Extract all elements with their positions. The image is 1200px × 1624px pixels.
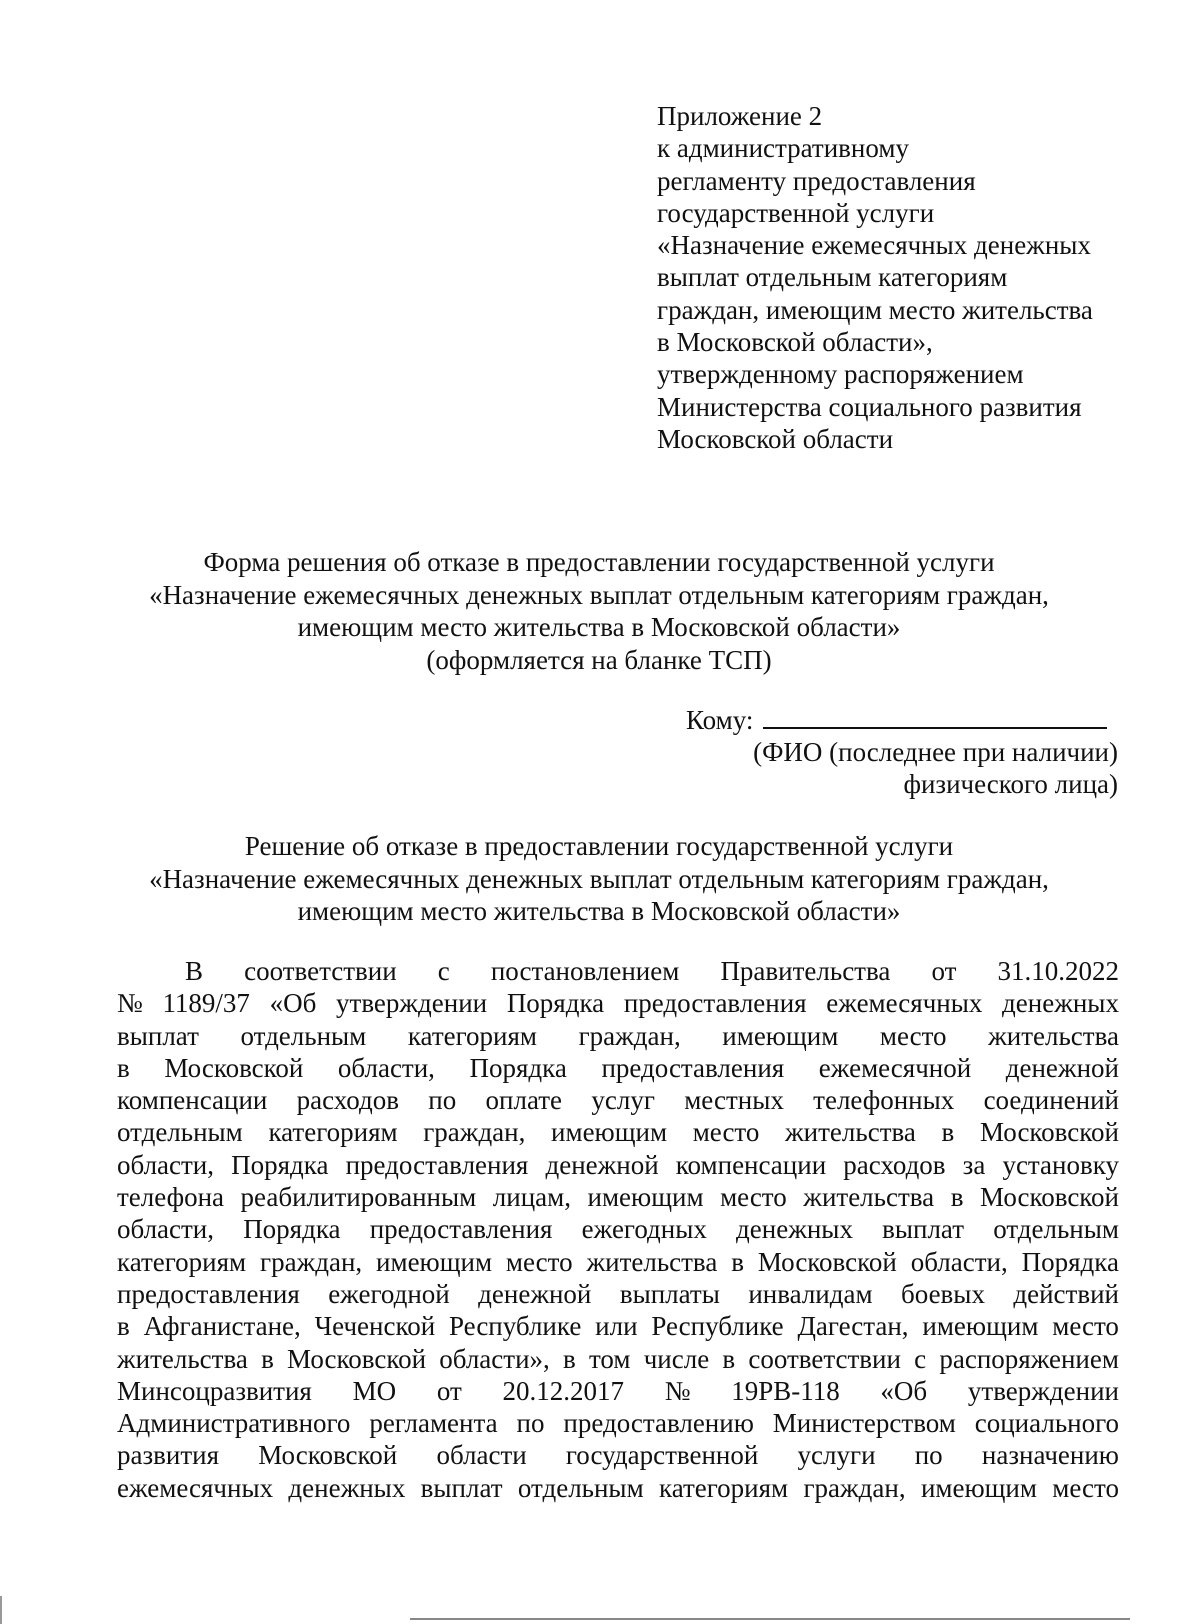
recipient-blank-line bbox=[763, 705, 1107, 729]
form-title-line: имеющим место жительства в Московской области» bbox=[297, 612, 901, 642]
body-word: том bbox=[588, 1343, 631, 1374]
body-word: реабилитированным bbox=[240, 1182, 477, 1213]
body-word: ежемесячных bbox=[826, 988, 983, 1019]
body-word: Московской bbox=[164, 1052, 304, 1083]
body-word: 31.10.2022 bbox=[997, 956, 1119, 986]
body-word: оплате bbox=[485, 1085, 563, 1116]
body-word: Московской bbox=[979, 1117, 1119, 1148]
body-word: назначению bbox=[981, 1440, 1119, 1471]
body-word: денежной bbox=[478, 1278, 592, 1309]
body-word: № bbox=[117, 988, 143, 1019]
body-line bbox=[117, 955, 1119, 987]
body-word: МО bbox=[352, 1375, 397, 1406]
body-word: место bbox=[720, 1182, 787, 1213]
body-word: Московской bbox=[979, 1182, 1119, 1213]
body-word: Порядка bbox=[1021, 1246, 1119, 1277]
decision-title-line: «Назначение ежемесячных денежных выплат отдельным категориям граждан, bbox=[149, 863, 1049, 894]
body-paragraph bbox=[117, 955, 1119, 1504]
body-word: категориям bbox=[268, 1117, 398, 1148]
body-word: жительства bbox=[803, 1182, 935, 1213]
body-word: Афганистане, bbox=[143, 1311, 301, 1342]
body-line bbox=[117, 1116, 1119, 1148]
body-line bbox=[117, 1181, 1119, 1213]
body-line bbox=[117, 1310, 1119, 1342]
body-word: по bbox=[516, 1408, 545, 1439]
body-word: услуг bbox=[591, 1085, 655, 1116]
body-word: числе bbox=[643, 1343, 710, 1374]
body-word: области, bbox=[117, 1149, 215, 1180]
appendix-line: к административному bbox=[657, 133, 909, 164]
body-word: место bbox=[879, 1020, 947, 1051]
body-word: по bbox=[428, 1085, 457, 1116]
body-word: жительства bbox=[586, 1246, 718, 1277]
body-word: граждан, bbox=[578, 1020, 681, 1051]
recipient-row bbox=[686, 704, 1118, 736]
body-word: боевых bbox=[901, 1278, 985, 1309]
body-word: или bbox=[595, 1311, 638, 1342]
body-word: денежных bbox=[288, 1472, 406, 1503]
body-word: категориям bbox=[407, 1020, 537, 1051]
body-word: жительства bbox=[785, 1117, 916, 1148]
body-word: от bbox=[931, 956, 957, 986]
body-word: имеющим bbox=[551, 1117, 668, 1148]
body-word: соответствии bbox=[748, 1343, 901, 1374]
body-word: области bbox=[436, 1440, 527, 1471]
body-word: Порядка bbox=[506, 988, 605, 1019]
body-word: 1189/37 bbox=[162, 988, 250, 1019]
body-word: компенсации bbox=[675, 1149, 827, 1180]
body-line bbox=[117, 1149, 1119, 1181]
body-word: место bbox=[1052, 1311, 1119, 1342]
body-word: Республике bbox=[651, 1311, 784, 1342]
body-word: граждан, bbox=[423, 1117, 526, 1148]
body-word: жительства bbox=[988, 1020, 1119, 1051]
body-word: ежемесячных bbox=[117, 1472, 274, 1503]
body-word: ежегодной bbox=[328, 1278, 450, 1309]
body-word: постановлением bbox=[490, 956, 680, 986]
body-line bbox=[117, 1439, 1119, 1471]
body-word: регламента bbox=[369, 1408, 498, 1439]
body-word: Министерством bbox=[772, 1408, 956, 1439]
body-line bbox=[117, 1084, 1119, 1116]
bottom-rule bbox=[410, 1618, 1130, 1620]
appendix-line: регламенту предоставления bbox=[657, 165, 976, 196]
body-word: отдельным bbox=[240, 1020, 367, 1051]
body-line bbox=[117, 987, 1119, 1019]
recipient-sub-line1: (ФИО (последнее при наличии) bbox=[753, 737, 1118, 767]
body-word: в bbox=[731, 1246, 744, 1277]
body-word: предоставления bbox=[117, 1278, 300, 1309]
body-word: Порядка bbox=[469, 1052, 567, 1083]
body-word: имеющим bbox=[922, 1311, 1039, 1342]
left-edge-mark bbox=[0, 1596, 2, 1624]
decision-title-line: имеющим место жительства в Московской области» bbox=[297, 896, 901, 926]
body-word: области», bbox=[439, 1343, 550, 1374]
body-word: 20.12.2017 bbox=[502, 1375, 624, 1406]
body-word: «Об bbox=[880, 1375, 928, 1406]
appendix-line: Московской области bbox=[657, 423, 894, 454]
appendix-line: Приложение 2 bbox=[657, 101, 823, 131]
body-word: Дагестан, bbox=[797, 1311, 909, 1342]
recipient-label: Кому: bbox=[686, 705, 754, 735]
body-line bbox=[117, 1020, 1119, 1052]
body-word: имеющим bbox=[587, 1182, 704, 1213]
body-word: в bbox=[722, 1343, 736, 1374]
body-word: по bbox=[914, 1440, 943, 1471]
body-word: Правительства bbox=[720, 956, 891, 986]
body-word: Чеченской bbox=[314, 1311, 436, 1342]
body-word: денежной bbox=[1005, 1052, 1119, 1083]
appendix-line: выплат отдельным категориям bbox=[657, 262, 1008, 293]
body-word: Московской bbox=[287, 1343, 427, 1374]
body-word: в bbox=[941, 1117, 955, 1148]
body-word: имеющим bbox=[920, 1472, 1037, 1503]
body-word: категориям bbox=[659, 1472, 789, 1503]
body-word: развития bbox=[117, 1440, 220, 1471]
body-word: Московской bbox=[757, 1246, 897, 1277]
body-word: компенсации bbox=[117, 1085, 268, 1116]
body-word: ежегодных bbox=[581, 1214, 707, 1245]
body-word: телефонных bbox=[813, 1085, 955, 1116]
appendix-line: государственной услуги bbox=[657, 197, 935, 228]
body-line bbox=[117, 1343, 1119, 1375]
body-word: граждан, bbox=[260, 1246, 363, 1277]
body-word: граждан, bbox=[803, 1472, 906, 1503]
body-word: предоставлению bbox=[563, 1408, 754, 1439]
appendix-line: в Московской области», bbox=[657, 327, 933, 358]
body-word: денежных bbox=[736, 1214, 853, 1245]
body-word: имеющим bbox=[722, 1020, 839, 1051]
body-word: местных bbox=[684, 1085, 784, 1116]
body-word: денежных bbox=[1002, 988, 1119, 1019]
body-word: государственной bbox=[565, 1440, 759, 1471]
body-word: жительства bbox=[117, 1343, 248, 1374]
body-word: «Об bbox=[269, 988, 317, 1019]
body-word: социального bbox=[974, 1408, 1119, 1439]
body-word: категориям bbox=[117, 1246, 247, 1277]
body-word: расходов bbox=[843, 1149, 946, 1180]
body-line bbox=[117, 1375, 1119, 1407]
decision-title bbox=[120, 830, 1078, 928]
body-word: действий bbox=[1013, 1278, 1119, 1309]
body-word: установку bbox=[1002, 1149, 1119, 1180]
body-word: в bbox=[563, 1343, 576, 1374]
body-word: Республике bbox=[449, 1311, 582, 1342]
body-word: соответствии bbox=[244, 956, 397, 986]
body-word: с bbox=[437, 956, 450, 986]
body-word: соединений bbox=[983, 1085, 1119, 1116]
form-title-line: (оформляется на бланке ТСП) bbox=[426, 644, 772, 675]
body-word: имеющим bbox=[376, 1246, 493, 1277]
body-word: Порядка bbox=[231, 1149, 329, 1180]
body-word: В bbox=[185, 956, 204, 986]
body-word: лицам, bbox=[492, 1182, 571, 1213]
body-word: за bbox=[962, 1149, 986, 1180]
body-word: инвалидам bbox=[748, 1278, 873, 1309]
body-word: утверждении bbox=[967, 1375, 1119, 1406]
body-word: предоставления bbox=[345, 1149, 529, 1180]
body-word: от bbox=[436, 1375, 462, 1406]
appendix-line: утвержденному распоряжением bbox=[657, 359, 1024, 390]
body-word: распоряжением bbox=[939, 1343, 1119, 1374]
body-word: предоставления bbox=[623, 988, 807, 1019]
body-word: области, bbox=[910, 1246, 1008, 1277]
body-line bbox=[117, 1472, 1119, 1504]
body-line bbox=[117, 1278, 1119, 1310]
body-word: в bbox=[950, 1182, 964, 1213]
body-word: утверждении bbox=[336, 988, 488, 1019]
body-word: отдельным bbox=[517, 1472, 644, 1503]
recipient-sub-line2: физического лица) bbox=[903, 769, 1118, 799]
body-line bbox=[117, 1052, 1119, 1084]
body-word: услуги bbox=[797, 1440, 876, 1471]
body-word: предоставления bbox=[369, 1214, 553, 1245]
body-line bbox=[117, 1213, 1119, 1245]
appendix-block bbox=[657, 100, 1177, 455]
body-word: отдельным bbox=[117, 1117, 243, 1148]
body-word: Минсоцразвития bbox=[117, 1375, 312, 1406]
body-word: области, bbox=[117, 1214, 215, 1245]
body-word: № bbox=[664, 1375, 691, 1406]
body-word: выплат bbox=[420, 1472, 503, 1503]
decision-title-line: Решение об отказе в предоставлении государственной услуги bbox=[244, 831, 954, 861]
body-word: области, bbox=[337, 1052, 435, 1083]
body-word: место bbox=[1052, 1472, 1119, 1503]
body-word: Порядка bbox=[243, 1214, 341, 1245]
appendix-line: «Назначение ежемесячных денежных bbox=[657, 230, 1091, 261]
body-word: место bbox=[692, 1117, 760, 1148]
body-word: место bbox=[505, 1246, 573, 1277]
body-line bbox=[117, 1407, 1119, 1439]
body-word: отдельным bbox=[993, 1214, 1119, 1245]
body-word: в bbox=[117, 1311, 130, 1342]
body-word: в bbox=[261, 1343, 274, 1374]
body-word: с bbox=[914, 1343, 927, 1374]
body-word: выплаты bbox=[619, 1278, 720, 1309]
body-word: Административного bbox=[117, 1408, 351, 1439]
body-line bbox=[117, 1246, 1119, 1278]
form-title-line: Форма решения об отказе в предоставлении государственной услуги bbox=[203, 547, 995, 577]
form-title bbox=[120, 546, 1078, 676]
appendix-line: граждан, имеющим место жительства bbox=[657, 294, 1093, 325]
body-word: 19РВ-118 bbox=[731, 1375, 840, 1406]
body-word: предоставления bbox=[601, 1052, 785, 1083]
body-word: выплат bbox=[882, 1214, 965, 1245]
recipient-block bbox=[686, 704, 1118, 736]
body-word: телефона bbox=[117, 1182, 224, 1213]
body-word: выплат bbox=[117, 1020, 199, 1051]
body-word: ежемесячной bbox=[818, 1052, 972, 1083]
body-word: денежной bbox=[545, 1149, 659, 1180]
body-word: Московской bbox=[258, 1440, 398, 1471]
appendix-line: Министерства социального развития bbox=[657, 391, 1082, 422]
form-title-line: «Назначение ежемесячных денежных выплат отдельным категориям граждан, bbox=[149, 579, 1049, 610]
body-word: в bbox=[117, 1052, 130, 1083]
body-word: расходов bbox=[296, 1085, 399, 1116]
